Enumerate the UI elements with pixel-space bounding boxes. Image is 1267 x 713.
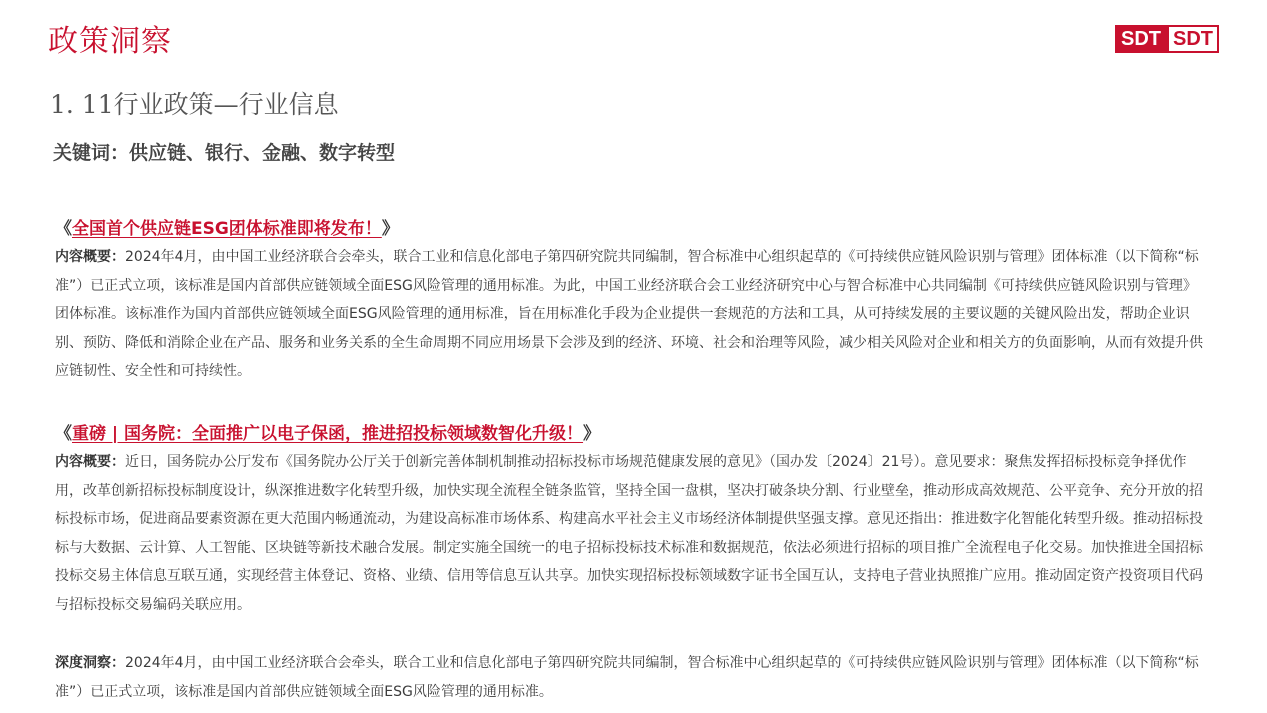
title-open-bracket: 《: [55, 219, 72, 239]
deep-insight: [55, 649, 1210, 706]
insight-text: 2024年4月，由中国工业经济联合会牵头，联合工业和信息化部电子第四研究院共同编制，智合标准中心组织起草的《可持续供应链风险识别与管理》团体标准（以下简称“标准”）已正式立项，该标准是国内首部供应链领域全面ESG风险管理的通用标准。: [55, 655, 1199, 700]
article-summary: [55, 243, 1210, 386]
keywords: 关键词：供应链、银行、金融、数字转型: [53, 142, 396, 164]
company-logo: [1115, 25, 1219, 53]
article-link[interactable]: 全国首个供应链ESG团体标准即将发布！: [72, 219, 382, 239]
logo-outline-part: SDT: [1167, 25, 1219, 53]
article-summary: [55, 448, 1210, 620]
insight-label: 深度洞察：: [55, 655, 125, 671]
article-2: [55, 421, 1210, 620]
title-close-bracket: 》: [381, 219, 399, 239]
logo-solid-part: SDT: [1115, 25, 1167, 53]
article-title: [55, 421, 1210, 447]
title-close-bracket: 》: [583, 424, 601, 444]
summary-text: 2024年4月，由中国工业经济联合会牵头，联合工业和信息化部电子第四研究院共同编制，智合标准中心组织起草的《可持续供应链风险识别与管理》团体标准（以下简称“标准”）已正式立项，该标准是国内首部供应链领域全面ESG风险管理的通用标准。为此，中国工业经济联合会工业经济研究中心与智合标准中心共同编制《可持续供应链风险识别与管理》团体标准。该标准作为国内首部供应链领域全面ESG风险管理的通用标准，旨在用标准化手段为企业提供一套规范的方法和工具，从可持续发展的主要议题的关键风险出发，帮助企业识别、预防、降低和消除企业在产品、服务和业务关系的全生命周期不同应用场景下会涉及到的经济、环境、社会和治理等风险，减少相关风险对企业和相关方的负面影响，从而有效提升供应链韧性、安全性和可持续性。: [55, 249, 1203, 380]
summary-text: 近日，国务院办公厅发布《国务院办公厅关于创新完善体制机制推动招标投标市场规范健康发展的意见》（国办发〔2024〕21号）。意见要求：聚焦发挥招标投标竞争择优作用，改革创新招标投标制度设计，纵深推进数字化转型升级，加快实现全流程全链条监管，坚持全国一盘棋，坚决打破条块分割、行业壁垒，推动形成高效规范、公平竞争、充分开放的招标投标市场，促进商品要素资源在更大范围内畅通流动，为建设高标准市场体系、构建高水平社会主义市场经济体制提供坚强支撑。意见还指出：推进数字化智能化转型升级。推动招标投标与大数据、云计算、人工智能、区块链等新技术融合发展。制定实施全国统一的电子招标投标技术标准和数据规范，依法必须进行招标的项目推广全流程电子化交易。加快推进全国招标投标交易主体信息互联互通，实现经营主体登记、资格、业绩、信用等信息互认共享。加快实现招标投标领域数字证书全国互认，支持电子营业执照推广应用。推动固定资产投资项目代码与招标投标交易编码关联应用。: [55, 454, 1203, 613]
article-link[interactable]: 重磅 | 国务院：全面推广以电子保函，推进招投标领域数智化升级！: [72, 424, 584, 444]
article-1: [55, 216, 1210, 386]
title-open-bracket: 《: [55, 424, 72, 444]
page-title: 政策洞察: [48, 24, 172, 59]
article-title: [55, 216, 1210, 242]
summary-label: 内容概要：: [55, 454, 125, 470]
summary-label: 内容概要：: [55, 249, 125, 265]
section-title: 1. 11行业政策—行业信息: [50, 90, 339, 119]
